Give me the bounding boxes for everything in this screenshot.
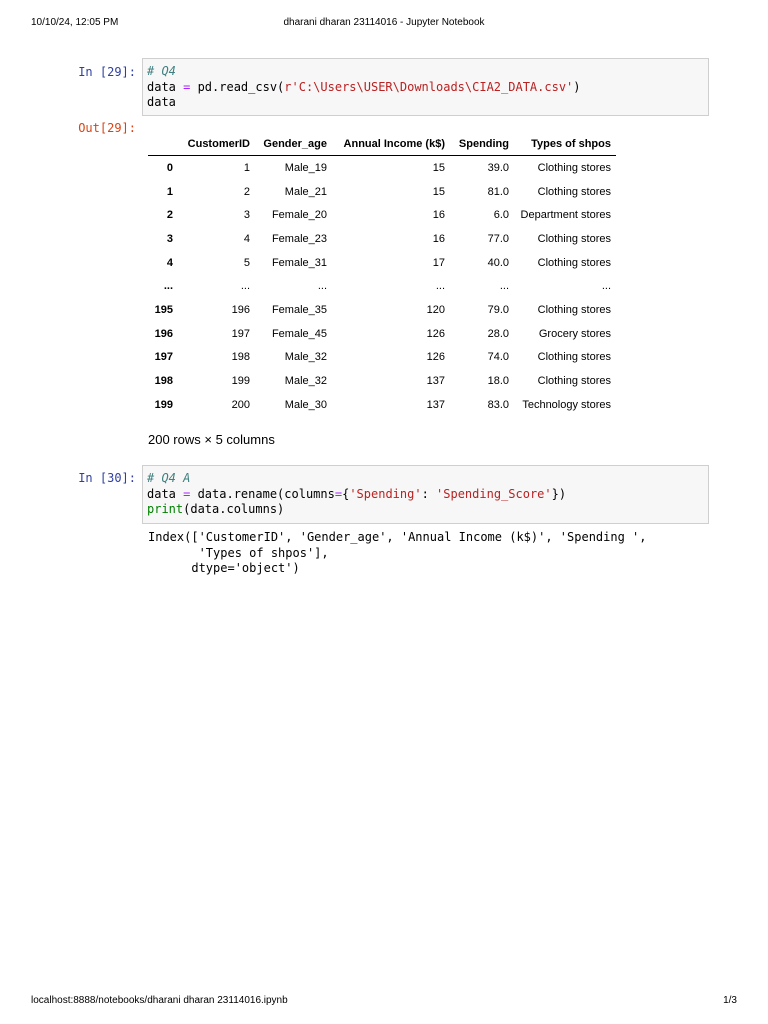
code-token: data: [147, 486, 184, 501]
code-comment: # Q4: [147, 64, 176, 78]
code-token: {: [342, 486, 350, 501]
cell-gender-age: Female_23: [271, 232, 327, 245]
code-line: [147, 487, 708, 503]
row-index: 4: [166, 256, 173, 269]
cell-annual-income: 15: [432, 185, 445, 198]
code-line: [147, 502, 708, 518]
cell-shop-type: Clothing stores: [537, 303, 611, 316]
row-index: 198: [154, 375, 173, 388]
cell-annual-income: ...: [435, 280, 445, 293]
print-url: localhost:8888/notebooks/dharani dharan 23114016.ipynb: [31, 995, 288, 1006]
cell-customerid: 198: [231, 351, 250, 364]
code-line: [147, 471, 708, 487]
cell-shop-type: ...: [601, 280, 611, 293]
row-index: 195: [154, 303, 173, 316]
input-prompt: In [30]:: [78, 471, 136, 485]
code-token: pd.read_csv(: [190, 79, 285, 94]
cell-shop-type: Clothing stores: [537, 256, 611, 269]
code-token: :: [421, 486, 437, 501]
code-operator: =: [334, 486, 343, 501]
table-row: [148, 369, 616, 393]
code-builtin: print: [147, 502, 184, 516]
code-token: ): [573, 79, 581, 94]
code-string: 'Spending_Score': [436, 486, 552, 501]
cell-customerid: 3: [243, 209, 250, 222]
table-row-ellipsis: [148, 274, 616, 298]
cell-gender-age: Female_35: [271, 303, 327, 316]
cell-customerid: 5: [243, 256, 250, 269]
code-input-area[interactable]: [142, 465, 709, 524]
cell-shop-type: Clothing stores: [537, 185, 611, 198]
cell-shop-type: Clothing stores: [537, 232, 611, 245]
code-line: data: [147, 95, 176, 109]
cell-customerid: ...: [240, 280, 250, 293]
table-row: [148, 227, 616, 251]
cell-customerid: 1: [243, 161, 250, 174]
cell-spending: 77.0: [487, 232, 509, 245]
code-input-area[interactable]: [142, 58, 709, 116]
table-header-row: [148, 133, 616, 156]
row-index: 1: [166, 185, 173, 198]
cell-spending: ...: [499, 280, 509, 293]
cell-spending: 74.0: [487, 351, 509, 364]
cell-shop-type: Clothing stores: [537, 161, 611, 174]
cell-spending: 39.0: [487, 161, 509, 174]
row-index: 196: [154, 327, 173, 340]
row-index: 2: [166, 209, 173, 222]
cell-annual-income: 120: [426, 303, 445, 316]
column-header-index: [148, 133, 178, 156]
code-token: }): [551, 486, 567, 501]
code-string: 'Spending': [349, 486, 422, 501]
cell-gender-age: Female_20: [271, 209, 327, 222]
column-header-types-of-shops: Types of shpos: [514, 133, 616, 156]
cell-gender-age: Male_30: [284, 398, 327, 411]
code-operator: =: [183, 486, 191, 501]
stream-output: Index(['CustomerID', 'Gender_age', 'Annual Income (k$)', 'Spending ', 'Types of shpos'], dtype='object'): [148, 530, 647, 575]
cell-gender-age: Male_32: [284, 375, 327, 388]
cell-annual-income: 126: [426, 351, 445, 364]
column-header-gender-age: Gender_age: [255, 133, 332, 156]
cell-customerid: 4: [243, 232, 250, 245]
table-row: [148, 156, 616, 180]
table-row: [148, 322, 616, 346]
cell-shop-type: Clothing stores: [537, 351, 611, 364]
cell-annual-income: 16: [432, 209, 445, 222]
cell-gender-age: ...: [317, 280, 327, 293]
print-datetime: 10/10/24, 12:05 PM: [31, 17, 119, 28]
table-row: [148, 203, 616, 227]
column-header-customerid: CustomerID: [178, 133, 255, 156]
cell-spending: 28.0: [487, 327, 509, 340]
row-index: 3: [166, 232, 173, 245]
cell-annual-income: 137: [426, 375, 445, 388]
dataframe-shape: 200 rows × 5 columns: [148, 432, 275, 447]
row-index: ...: [163, 280, 173, 293]
row-index: 199: [154, 398, 173, 411]
cell-shop-type: Clothing stores: [537, 375, 611, 388]
cell-shop-type: Technology stores: [522, 398, 611, 411]
cell-annual-income: 137: [426, 398, 445, 411]
code-line: [147, 80, 708, 96]
table-row: [148, 346, 616, 370]
code-token: data: [147, 79, 184, 94]
cell-spending: 18.0: [487, 375, 509, 388]
cell-gender-age: Female_45: [271, 327, 327, 340]
print-title: dharani dharan 23114016 - Jupyter Notebook: [283, 17, 485, 28]
column-header-annual-income: Annual Income (k$): [332, 133, 450, 156]
column-header-spending: Spending: [450, 133, 514, 156]
code-string: r'C:\Users\USER\Downloads\CIA2_DATA.csv': [284, 79, 574, 94]
cell-shop-type: Department stores: [520, 209, 611, 222]
code-token: (data.columns): [183, 502, 285, 516]
cell-spending: 81.0: [487, 185, 509, 198]
cell-annual-income: 17: [432, 256, 445, 269]
table-row: [148, 298, 616, 322]
cell-customerid: 199: [231, 375, 250, 388]
cell-shop-type: Grocery stores: [538, 327, 611, 340]
print-page-number: 1/3: [723, 995, 737, 1006]
dataframe-table: [148, 133, 616, 417]
cell-gender-age: Male_32: [284, 351, 327, 364]
row-index: 197: [154, 351, 173, 364]
cell-spending: 83.0: [487, 398, 509, 411]
output-prompt: Out[29]:: [78, 121, 136, 135]
cell-customerid: 196: [231, 303, 250, 316]
cell-spending: 6.0: [493, 209, 509, 222]
cell-gender-age: Male_21: [284, 185, 327, 198]
cell-customerid: 200: [231, 398, 250, 411]
cell-customerid: 2: [243, 185, 250, 198]
cell-spending: 79.0: [487, 303, 509, 316]
code-comment: # Q4 A: [147, 471, 191, 485]
row-index: 0: [166, 161, 173, 174]
cell-annual-income: 16: [432, 232, 445, 245]
cell-spending: 40.0: [487, 256, 509, 269]
table-row: [148, 393, 616, 417]
cell-customerid: 197: [231, 327, 250, 340]
cell-annual-income: 15: [432, 161, 445, 174]
cell-gender-age: Male_19: [284, 161, 327, 174]
code-token: data.rename(columns: [190, 486, 335, 501]
cell-annual-income: 126: [426, 327, 445, 340]
cell-gender-age: Female_31: [271, 256, 327, 269]
input-prompt: In [29]:: [78, 65, 136, 79]
table-row: [148, 251, 616, 275]
code-line: [147, 64, 708, 80]
table-row: [148, 180, 616, 204]
code-operator: =: [183, 79, 191, 94]
